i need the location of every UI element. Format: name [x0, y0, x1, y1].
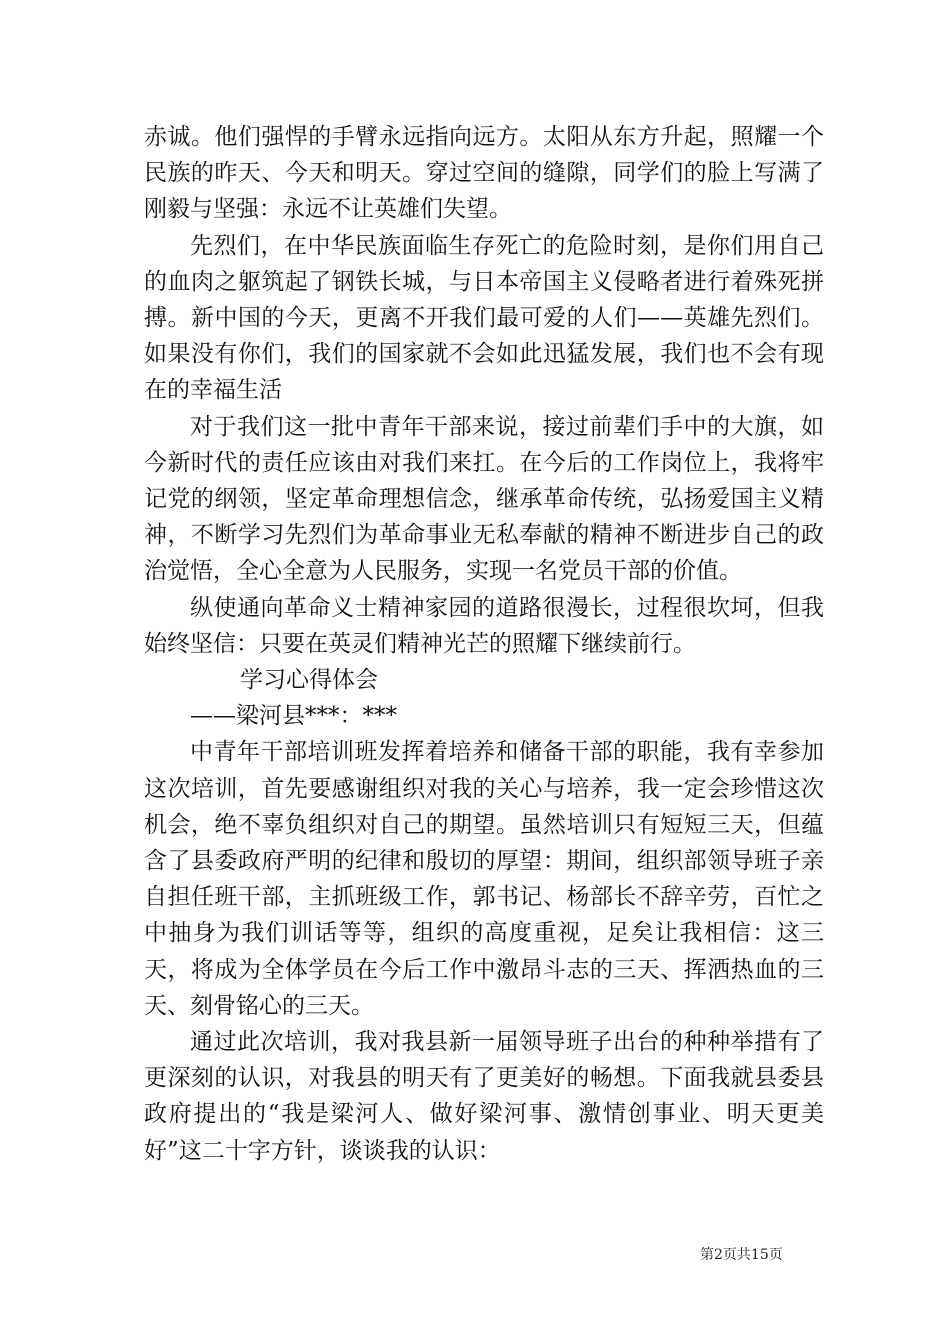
- page-footer: [700, 1244, 783, 1264]
- paragraph-2: 先烈们，在中华民族面临生存死亡的危险时刻，是你们用自己的血肉之躯筑起了钢铁长城，与日本帝国主义侵略者进行着殊死拼搏。新中国的今天，更离不开我们最可爱的人们——英雄先烈们。如果没有你们，我们的国家就不会如此迅猛发展，我们也不会有现在的幸福生活: [144, 232, 824, 404]
- footer-suffix: 页: [768, 1247, 783, 1263]
- author-byline: ——梁河县***：***: [190, 703, 397, 730]
- paragraph-3: 对于我们这一批中青年干部来说，接过前辈们手中的大旗，如今新时代的责任应该由对我们来扛。在今后的工作岗位上，我将牢记党的纲领，坚定革命理想信念，继承革命传统，弘扬爱国主义精神，不断学习先烈们为革命事业无私奉献的精神不断进步自己的政治觉悟，全心全意为人民服务，实现一名党员干部的价值。: [144, 413, 824, 585]
- paragraph-6: 通过此次培训，我对我县新一届领导班子出台的种种举措有了更深刻的认识，对我县的明天有了更美好的畅想。下面我就县委县政府提出的“我是梁河人、做好梁河事、激情创事业、明天更美好”这二十字方针，谈谈我的认识：: [144, 1029, 824, 1164]
- paragraph-4: 纵使通向革命义士精神家园的道路很漫长，过程很坎坷，但我始终坚信：只要在英灵们精神光芒的照耀下继续前行。: [144, 594, 824, 657]
- paragraph-5: 中青年干部培训班发挥着培养和储备干部的职能，我有幸参加这次培训，首先要感谢组织对我的关心与培养，我一定会珍惜这次机会，绝不辜负组织对自己的期望。虽然培训只有短短三天，但蕴含了县委政府严明的纪律和殷切的厚望：期间，组织部领导班子亲自担任班干部，主抓班级工作，郭书记、杨部长不辞辛劳，百忙之中抽身为我们训话等等，组织的高度重视，足矣让我相信：这三天，将成为全体学员在今后工作中激昂斗志的三天、挥洒热血的三天、刻骨铭心的三天。: [144, 739, 824, 1019]
- document-body: [144, 119, 824, 1169]
- footer-total-pages: 15: [750, 1247, 769, 1263]
- footer-prefix: 第: [700, 1247, 714, 1263]
- section-heading: 学习心得体会: [240, 667, 378, 694]
- paragraph-1: 赤诚。他们强悍的手臂永远指向远方。太阳从东方升起，照耀一个民族的昨天、今天和明天。穿过空间的缝隙，同学们的脸上写满了刚毅与坚强：永远不让英雄们失望。: [144, 124, 824, 223]
- footer-page-number: 2: [714, 1247, 723, 1263]
- footer-middle: 页共: [722, 1247, 751, 1263]
